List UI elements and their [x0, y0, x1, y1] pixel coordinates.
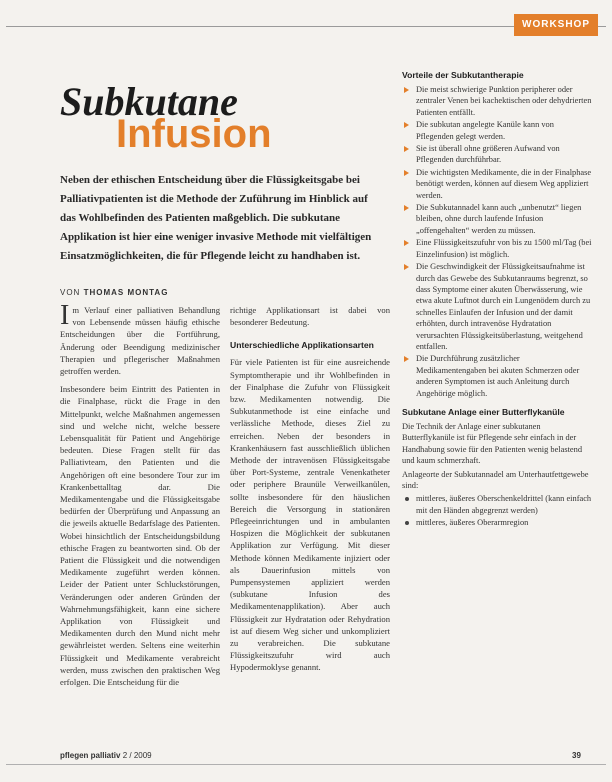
triangle-bullet-icon: [404, 264, 409, 270]
body-column-1: [60, 300, 220, 694]
triangle-bullet-icon: [404, 356, 409, 362]
advantages-list: [402, 84, 592, 399]
footer-journal: [60, 751, 152, 760]
sites-list: [402, 493, 592, 528]
bottom-rule: [6, 764, 606, 765]
list-item: Eine Flüssigkeitszufuhr von bis zu 1500 ml/Tag (bei Einzelinfusion) ist möglich.: [402, 237, 592, 260]
triangle-bullet-icon: [404, 170, 409, 176]
byline-author: THOMAS MONTAG: [83, 288, 169, 297]
page-number: 39: [572, 751, 581, 760]
lead-paragraph: Neben der ethischen Entscheidung über die Flüssigkeitsgabe bei Palliativpatienten ist die Methode der Zuführung im Hinblick auf das Wohlbefinden des Patienten maßgeblich. Die subkutane Applikation ist hier eine weniger invasive Methode mit vielfältigen Einsatzmöglichkeiten, die für Pflegende leicht zu handhaben ist.: [60, 174, 372, 262]
byline-prefix: VON: [60, 288, 81, 297]
list-item: Die Durchführung zusätzlicher Medikamentengaben bei akuten Schmerzen oder anderen Symptomen ist auch Anleitung durch Angehörige möglich.: [402, 353, 592, 399]
triangle-bullet-icon: [404, 122, 409, 128]
sidebar-column: [402, 70, 592, 537]
triangle-bullet-icon: [404, 146, 409, 152]
list-item: mittleres, äußeres Oberschenkeldrittel (kann einfach mit den Händen abgegrenzt werden): [402, 493, 592, 516]
body-column-2: [230, 304, 390, 680]
list-item: Die subkutan angelegte Kanüle kann von Pflegenden gelegt werden.: [402, 119, 592, 142]
subheading-butterfly: Subkutane Anlage einer Butterflykanüle: [402, 406, 565, 417]
body-paragraph: Anlageorte der Subkutannadel am Unterhautfettgewebe sind:: [402, 469, 589, 490]
body-paragraph: richtige Applikationsart ist dabei von besonderer Bedeutung.: [230, 305, 390, 328]
title-line-2: Infusion: [116, 112, 272, 156]
list-item: Die Subkutannadel kann auch „unbenutzt“ liegen bleiben, ohne durch laufende Infusion „offengehalten“ werden zu müssen.: [402, 202, 592, 236]
section-tag: WORKSHOP: [514, 14, 598, 36]
list-item: Die wichtigsten Medikamente, die in der Finalphase benötigt werden, können auf diesem Weg appliziert werden.: [402, 167, 592, 201]
byline: [60, 288, 168, 297]
list-item: Die meist schwierige Punktion peripherer oder zentraler Venen bei kachektischen oder dehydrierten Patienten entfällt.: [402, 84, 592, 118]
triangle-bullet-icon: [404, 87, 409, 93]
journal-name: pflegen palliativ: [60, 751, 121, 760]
dot-bullet-icon: [405, 521, 409, 525]
title-line-1: Subkutane: [60, 79, 238, 124]
subheading: Unterschiedliche Applikationsarten: [230, 340, 374, 351]
triangle-bullet-icon: [404, 205, 409, 211]
body-paragraph: [60, 300, 220, 377]
body-paragraph: Für viele Patienten ist für eine ausreichende Symptomtherapie und ihr Wohlbefinden in der Finalphase die Zufuhr von Flüssigkeit bzw. Medikamenten notwendig. Die Subkutanmethode ist eine einfache und verlässliche Methode, dieses Ziel zu erreichen. Neben der besonders in Krankenhäusern fast ausschließlich üblichen Methode der intravenösen Flüssigkeitsgabe über Port-Systeme, zentrale Venenkatheter oder periphere Braunüle Verweilkanülen, sollte insbesondere für den häuslichen Bereich die Versorgung in stationären Pflegeeinrichtungen und in ambulanten Hospizen die Möglichkeit der subkutanen Applikation zur Verfügung. Mit dieser Methode können Medikamente injiziert oder als Dauerinfusion mittels von Pumpensystemen appliziert werden (subkutane Infusion des Medikamentenapplikation). Aber auch Flüssigkeit zur Hydratation oder Rehydration ist auf diesem Weg sicher und unkompliziert zu verabreichen. Die subkutane Flüssigkeitszufuhr wird auch Hypodermoklyse genannt.: [230, 357, 390, 673]
list-item: Die Geschwindigkeit der Flüssigkeitsaufnahme ist durch das Gewebe des Subkutanraums begrenzt, so dass Symptome einer akuten Überwässerung, wie etwa akute Luftnot durch ein Lungenödem durch zu schnelles Einlaufen der Infusion und der damit erhöhten, durch intravenöse Hydratation verursachten Flüssigkeitsüberlastung, weitgehend entfallen.: [402, 261, 592, 352]
body-paragraph: Die Technik der Anlage einer subkutanen Butterflykanüle ist für Pflegende sehr einfach in der Handhabung sowie für den Patienten wenig belastend und kaum schmerzhaft.: [402, 421, 583, 466]
dot-bullet-icon: [405, 497, 409, 501]
list-item: mittleres, äußeres Oberarmregion: [402, 517, 592, 528]
journal-issue: 2 / 2009: [122, 751, 152, 760]
paragraph-text: m Verlauf einer palliativen Behandlung von Lebensende müssen häufig ethische Entscheidungen über die Fortführung, Änderung oder Beendigung medizinischer Therapien und pflegerischer Maßnahmen getroffen werden.: [60, 305, 220, 377]
drop-cap: I: [60, 300, 70, 331]
body-paragraph: Insbesondere beim Eintritt des Patienten in die Finalphase, rückt die Frage in den Mittelpunkt, welche Maßnahmen angemessen sind und welche nicht, welche bessere Lebensqualität für Patient und Angehörige bedeuten. Diese Fragen stellt für das Palliativteam, den Patienten und die Angehörigen oft eine besondere Tour zur im Krankenbettalltag dar. Die Medikamentengabe und die Flüssigkeitsgabe bedürfen der Überprüfung und Anpassung an die jeweils aktuelle Bedarfslage des Patienten. Wobei hinsichtlich der Entscheidungsbildung ethische Fragen zu beantworten sind. Ob der Patient die Flüssigkeit und die notwendigen Medikamente zugeführt werden können. Leider der Patient unter Schluckstörungen, Veränderungen oder anderen Gründen der Wahrnehmungsfähigkeit, kann eine sichere Applikation von Flüssigkeit und Medikamenten durch den Mund nicht mehr gewährleistet werden. Seltens eine weiterhin Flüssigkeit und Medikamente verabreicht werden, muss zwischen den praktischen Weg erfolgen. Die Entscheidung für die: [60, 384, 220, 688]
triangle-bullet-icon: [404, 240, 409, 246]
subheading-advantages: Vorteile der Subkutantherapie: [402, 70, 524, 80]
list-item: Sie ist überall ohne größeren Aufwand von Pflegenden durchführbar.: [402, 143, 592, 166]
